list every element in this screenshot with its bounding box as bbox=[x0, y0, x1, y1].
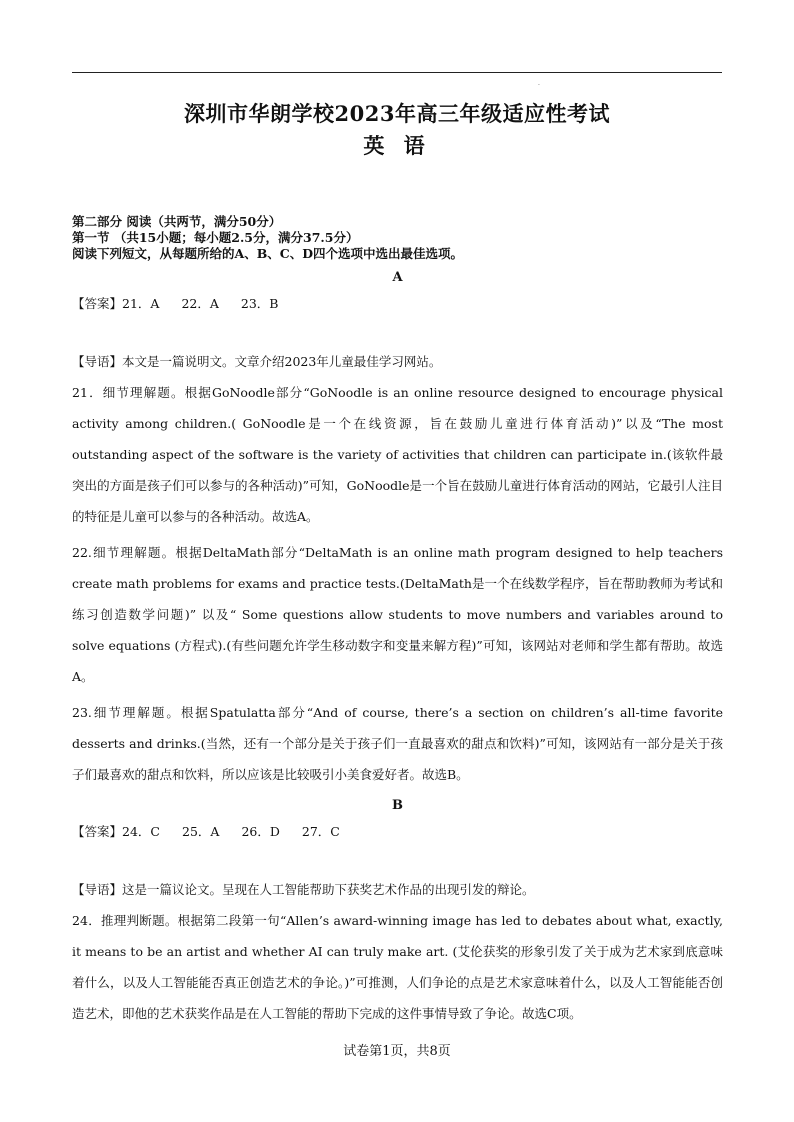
answer-label: 【答案】 bbox=[72, 824, 123, 839]
document-body bbox=[72, 214, 723, 1029]
section-heading: 第二部分 阅读（共两节，满分50分） bbox=[72, 214, 282, 229]
part-a-answers bbox=[72, 294, 723, 314]
header-dot: . bbox=[538, 80, 540, 87]
part-a-heading: A bbox=[392, 270, 403, 285]
explanation-24: 24．推理判断题。根据第二段第一句“Allen’s award-winning image has led to debates about what, exactly, it means to be an artist and whether AI can truly make art. (艾伦获奖的形象引发了关于成为艺术家到底意味着什么，以及人工智能能否真正创造艺术的争论。)”可推测，人们争论的点是艺术家意味着什么，以及人工智能能否创造艺术，即他的艺术获奖作品是在人工智能的帮助下完成的这件事情导致了争论。故选C项。 bbox=[72, 913, 723, 1021]
answer-label: 【答案】 bbox=[72, 296, 123, 311]
part-b-guide: 【导语】这是一篇议论文。呈现在人工智能帮助下获奖艺术作品的出现引发的辩论。 bbox=[72, 882, 535, 897]
exam-title: 深圳市华朗学校2023年高三年级适应性考试 bbox=[184, 101, 610, 126]
answer-22: 22．A bbox=[181, 296, 219, 311]
answer-26: 26．D bbox=[241, 824, 280, 839]
subsection-heading: 第一节 （共15小题；每小题2.5分，满分37.5分） bbox=[72, 230, 359, 245]
answer-27: 27．C bbox=[301, 824, 340, 839]
header-rule bbox=[72, 72, 722, 73]
part-b-heading: B bbox=[392, 798, 403, 813]
answer-21: 21．A bbox=[122, 296, 160, 311]
page-footer: 试卷第1页，共8页 bbox=[343, 1044, 451, 1059]
explanation-23: 23.细节理解题。根据Spatulatta部分“And of course, there’s a section on children’s all-time favorite desserts and drinks.(当然，还有一个部分是关于孩子们一直最喜欢的甜点和饮料)”可知，该网站有一部分是关于孩子们最喜欢的甜点和饮料，所以应该是比较吸引小美食爱好者。故选B。 bbox=[72, 705, 723, 782]
explanation-21: 21．细节理解题。根据GoNoodle部分“GoNoodle is an online resource designed to encourage physical activity among children.( GoNoodle是一个在线资源，旨在鼓励儿童进行体育活动)”以及“The most outstanding aspect of the software is the variety of activities that children can participate in.(该软件最突出的方面是孩子们可以参与的各种活动)”可知，GoNoodle是一个旨在鼓励儿童进行体育活动的网站，它最引人注目的特征是儿童可以参与的各种活动。故选A。 bbox=[72, 385, 723, 524]
part-b-answers bbox=[72, 822, 723, 842]
answer-23: 23．B bbox=[240, 296, 279, 311]
answer-25: 25．A bbox=[182, 824, 220, 839]
part-a-guide: 【导语】本文是一篇说明文。文章介绍2023年儿童最佳学习网站。 bbox=[72, 354, 442, 369]
instructions: 阅读下列短文，从每题所给的A、B、C、D四个选项中选出最佳选项。 bbox=[72, 246, 464, 261]
explanation-22: 22.细节理解题。根据DeltaMath部分“DeltaMath is an online math program designed to help teachers create math problems for exams and practice tests.(DeltaMath是一个在线数学程序，旨在帮助教师为考试和练习创造数学问题)” 以及“ Some questions allow students to move numbers and variables around to solve equations (方程式).(有些问题允许学生移动数字和变量来解方程)”可知，该网站对老师和学生都有帮助。故选A。 bbox=[72, 545, 723, 684]
subject-title: 英 语 bbox=[363, 133, 431, 158]
answer-24: 24．C bbox=[122, 824, 160, 839]
